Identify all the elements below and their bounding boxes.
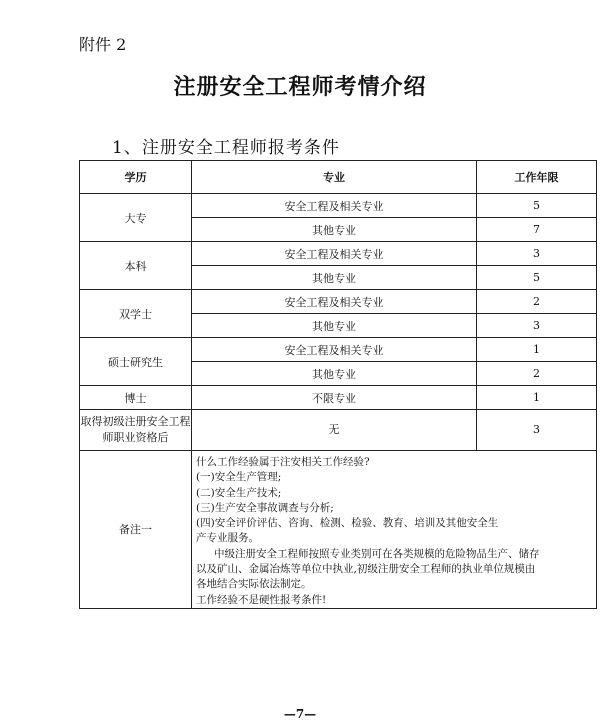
note-item: 产专业服务。 bbox=[196, 532, 259, 545]
years-cell: 3 bbox=[477, 410, 597, 451]
table-row bbox=[80, 386, 597, 410]
note-question: 什么工作经验属于注安相关工作经验? bbox=[196, 456, 370, 468]
table-row bbox=[80, 338, 597, 362]
major-cell: 其他专业 bbox=[192, 266, 477, 290]
table-row bbox=[80, 242, 597, 266]
years-cell: 5 bbox=[477, 266, 597, 290]
years-cell: 2 bbox=[477, 362, 597, 386]
years-cell: 3 bbox=[477, 314, 597, 338]
years-cell: 1 bbox=[477, 386, 597, 410]
education-cell: 大专 bbox=[80, 194, 192, 242]
note-item: (三)生产安全事故调查与分析; bbox=[196, 501, 334, 514]
header-major: 专业 bbox=[192, 161, 477, 194]
table-header-row bbox=[80, 161, 597, 194]
note-item: (四)安全评价评估、咨询、检测、检验、教育、培训及其他安全生 bbox=[196, 517, 499, 530]
note-paragraph-line: 各地结合实际依法制定。 bbox=[196, 578, 312, 591]
page-number: —7— bbox=[283, 707, 317, 721]
requirements-table bbox=[79, 160, 597, 609]
education-cell bbox=[80, 410, 192, 451]
education-cell: 双学士 bbox=[80, 290, 192, 338]
major-cell: 安全工程及相关专业 bbox=[192, 242, 477, 266]
note-paragraph-line: 中级注册安全工程师按照专业类别可在各类规模的危险物品生产、储存 bbox=[214, 547, 540, 560]
page-title: 注册安全工程师考情介绍 bbox=[173, 75, 427, 100]
table-row bbox=[80, 290, 597, 314]
section-heading: 1、注册安全工程师报考条件 bbox=[112, 138, 340, 158]
note-content bbox=[192, 451, 597, 609]
note-item: (一)安全生产管理; bbox=[196, 471, 282, 484]
major-cell: 无 bbox=[192, 410, 477, 451]
note-paragraph-line: 以及矿山、金属冶炼等单位中执业,初级注册安全工程师的执业单位规模由 bbox=[196, 563, 536, 576]
major-cell: 其他专业 bbox=[192, 314, 477, 338]
education-cell: 博士 bbox=[80, 386, 192, 410]
education-line: 师职业资格后 bbox=[102, 431, 169, 444]
note-item: (二)安全生产技术; bbox=[196, 486, 282, 499]
major-cell: 安全工程及相关专业 bbox=[192, 194, 477, 218]
table-row bbox=[80, 410, 597, 451]
years-cell: 2 bbox=[477, 290, 597, 314]
note-row bbox=[80, 451, 597, 609]
education-line: 取得初级注册安全工程 bbox=[80, 415, 191, 428]
years-cell: 7 bbox=[477, 218, 597, 242]
education-cell: 硕士研究生 bbox=[80, 338, 192, 386]
major-cell: 安全工程及相关专业 bbox=[192, 338, 477, 362]
major-cell: 安全工程及相关专业 bbox=[192, 290, 477, 314]
note-label: 备注一 bbox=[80, 451, 192, 609]
table-row bbox=[80, 194, 597, 218]
major-cell: 其他专业 bbox=[192, 218, 477, 242]
years-cell: 3 bbox=[477, 242, 597, 266]
education-cell: 本科 bbox=[80, 242, 192, 290]
header-years: 工作年限 bbox=[477, 161, 597, 194]
years-cell: 1 bbox=[477, 338, 597, 362]
major-cell: 其他专业 bbox=[192, 362, 477, 386]
years-cell: 5 bbox=[477, 194, 597, 218]
major-cell: 不限专业 bbox=[192, 386, 477, 410]
note-closing: 工作经验不是硬性报考条件! bbox=[196, 593, 327, 606]
attachment-label: 附件 2 bbox=[79, 35, 127, 54]
header-education: 学历 bbox=[80, 161, 192, 194]
